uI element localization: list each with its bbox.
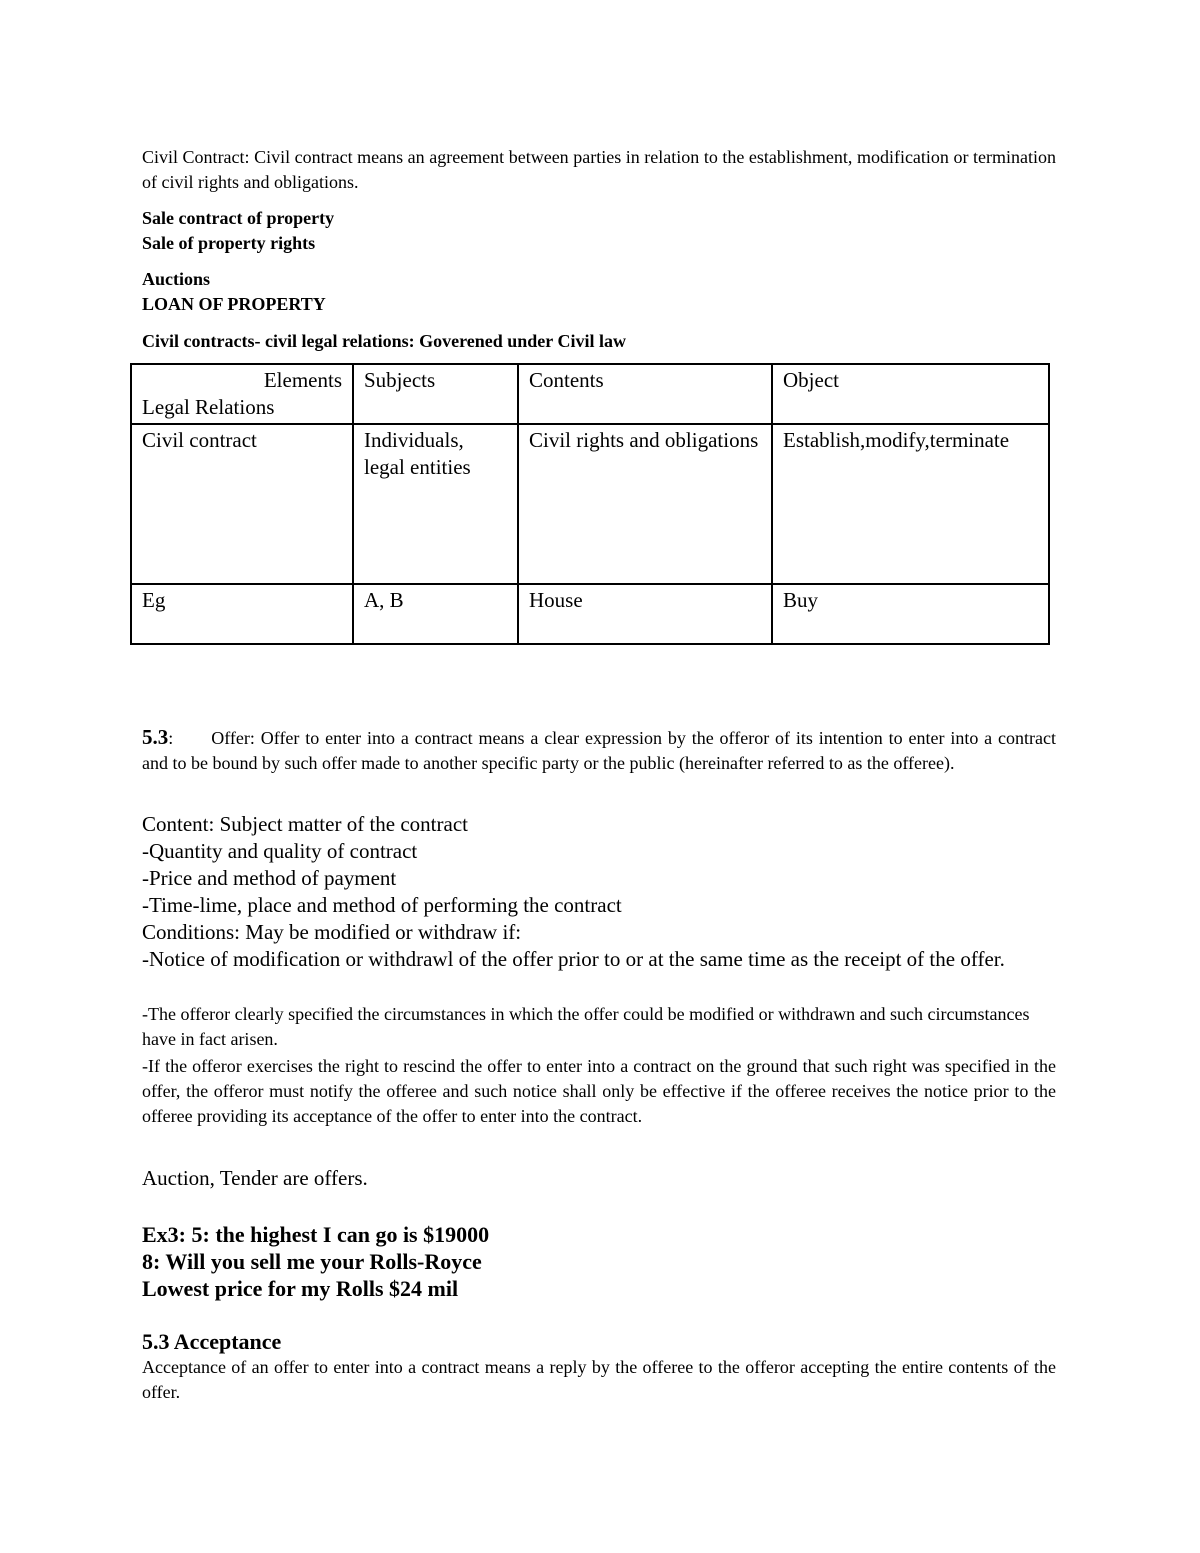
heading-sale-contract: Sale contract of property bbox=[142, 208, 335, 228]
table-corner-cell bbox=[131, 364, 353, 424]
legal-relations-table bbox=[130, 363, 1050, 645]
heading-sale-rights: Sale of property rights bbox=[142, 233, 316, 253]
table-row bbox=[131, 424, 1049, 584]
offer-notice-item: -Notice of modification or withdrawl of the offer prior to or at the same time as the receipt of the offer. bbox=[142, 947, 1005, 971]
list-item: -Quantity and quality of contract bbox=[142, 839, 418, 863]
list-item: Content: Subject matter of the contract bbox=[142, 812, 468, 836]
example-block bbox=[142, 1221, 1056, 1302]
offer-content-list bbox=[142, 811, 1056, 946]
sale-headings bbox=[142, 206, 1056, 256]
offer-text: Offer: Offer to enter into a contract means a clear expression by the offeror of its intention to enter into a contract and to be bound by such offer made to another specific party or the public (hereinafter referred to as the offeree). bbox=[142, 728, 1056, 773]
intro-paragraph: Civil Contract: Civil contract means an agreement between parties in relation to the establishment, modification or termination of civil rights and obligations. bbox=[142, 147, 1056, 192]
offer-circumstances-item: -The offeror clearly specified the circumstances in which the offer could be modified or withdrawn and such circumstances have in fact arisen. bbox=[142, 1004, 1030, 1049]
corner-elements-label: Elements bbox=[263, 368, 342, 392]
row-label: Eg bbox=[131, 584, 353, 644]
row-object: Buy bbox=[772, 584, 1049, 644]
heading-auctions: Auctions bbox=[142, 269, 211, 289]
offer-section-sep: : bbox=[168, 728, 174, 748]
offer-paragraph bbox=[142, 725, 1056, 776]
row-contents: Civil rights and obligations bbox=[518, 424, 772, 584]
heading-civil-relations: Civil contracts- civil legal relations: Goverened under Civil law bbox=[142, 331, 626, 351]
header-subjects: Subjects bbox=[353, 364, 518, 424]
auction-note: Auction, Tender are offers. bbox=[142, 1166, 368, 1190]
auction-headings bbox=[142, 267, 1056, 317]
row-object: Establish,modify,terminate bbox=[772, 424, 1049, 584]
header-object: Object bbox=[772, 364, 1049, 424]
table-header-row bbox=[131, 364, 1049, 424]
row-subjects: A, B bbox=[353, 584, 518, 644]
list-item: -Time-lime, place and method of performing the contract bbox=[142, 893, 622, 917]
list-item: -Price and method of payment bbox=[142, 866, 397, 890]
row-contents: House bbox=[518, 584, 772, 644]
example-line: 8: Will you sell me your Rolls-Royce bbox=[142, 1249, 482, 1274]
header-contents: Contents bbox=[518, 364, 772, 424]
example-line: Ex3: 5: the highest I can go is $19000 bbox=[142, 1222, 490, 1247]
corner-legal-relations-label: Legal Relations bbox=[142, 395, 275, 419]
offer-rescind-item: -If the offeror exercises the right to rescind the offer to enter into a contract on the ground that such right was specified in the offer, the offeror must notify the offeree and such notice shall only be effective if the offeree receives the notice prior to the offeree providing its acceptance of the offer to enter into the contract. bbox=[142, 1056, 1056, 1126]
offer-section-number: 5.3 bbox=[142, 725, 169, 749]
example-line: Lowest price for my Rolls $24 mil bbox=[142, 1276, 459, 1301]
row-subjects: Individuals, legal entities bbox=[353, 424, 518, 584]
row-label: Civil contract bbox=[131, 424, 353, 584]
list-item: Conditions: May be modified or withdraw if: bbox=[142, 920, 522, 944]
heading-loan: LOAN OF PROPERTY bbox=[142, 294, 326, 314]
acceptance-heading: 5.3 Acceptance bbox=[142, 1329, 282, 1354]
acceptance-paragraph: Acceptance of an offer to enter into a contract means a reply by the offeree to the offeror accepting the entire contents of the offer. bbox=[142, 1357, 1056, 1402]
table-row bbox=[131, 584, 1049, 644]
